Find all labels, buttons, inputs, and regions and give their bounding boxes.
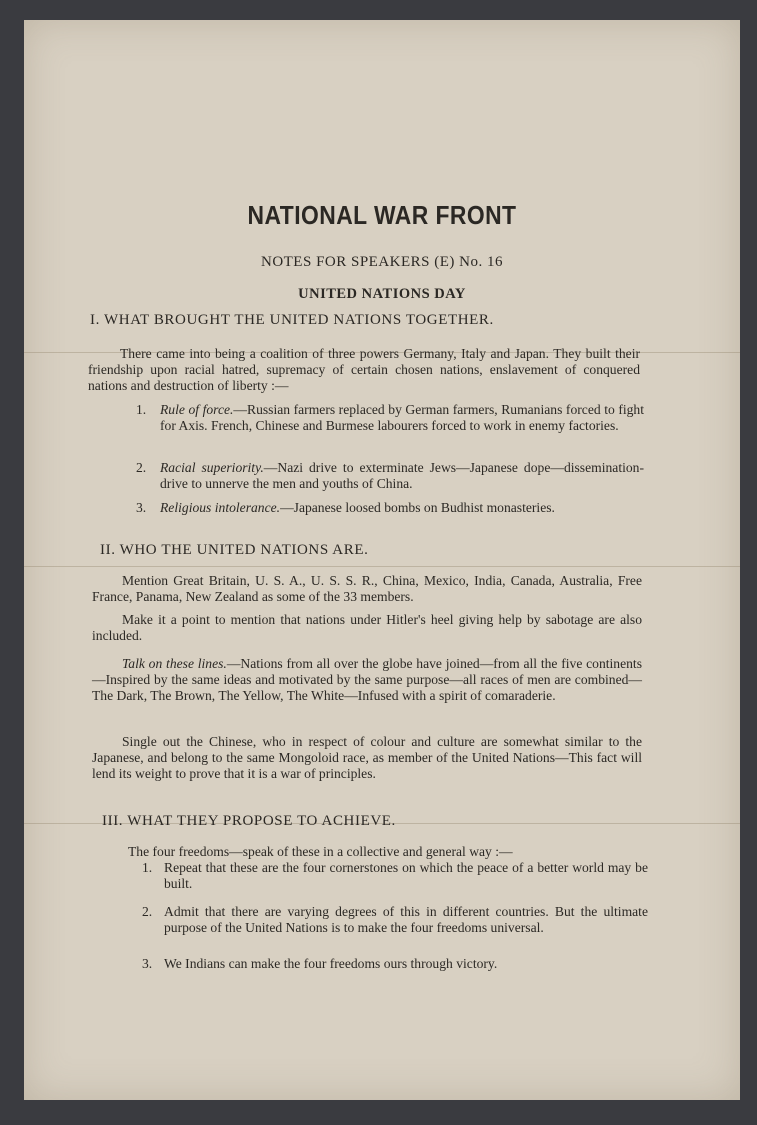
list-item-text — [160, 402, 644, 434]
list-item-number: 3. — [136, 500, 147, 515]
list-item-number: 3. — [142, 956, 153, 971]
document-title: NATIONAL WAR FRONT — [247, 200, 517, 230]
document-page — [24, 20, 740, 1100]
list-item-text — [160, 500, 644, 516]
list-item-body: —Russian farmers replaced by German farmers, Rumanians forced to fight for Axis. French, Chinese and Burmese labourers forced to work in enemy factories. — [160, 402, 645, 433]
list-item-text: Admit that there are varying degrees of this in different countries. But the ultimate purpose of the United Nations is to make the four freedoms universal. — [164, 904, 648, 935]
section-2-heading: II. WHO THE UNITED NATIONS ARE. — [100, 542, 369, 558]
list-item-lead: Racial superiority. — [160, 460, 264, 475]
document-subtitle: NOTES FOR SPEAKERS (E) No. 16 — [260, 254, 504, 270]
paragraph-body: —Nations from all over the globe have joined—from all the five continents—Inspired by the same ideas and motivated by the same purpose—all races of men are combined—The Dark, The Brown, The Yellow, The White—Infused with a spirit of comaraderie. — [92, 656, 642, 703]
list-item-number: 2. — [136, 460, 147, 475]
list-item-number: 1. — [142, 860, 153, 875]
section-2-paragraph: Make it a point to mention that nations under Hitler's heel giving help by sabotage are also included. — [92, 612, 642, 643]
section-3-intro: The four freedoms—speak of these in a collective and general way :— — [128, 844, 513, 859]
section-3-heading: III. WHAT THEY PROPOSE TO ACHIEVE. — [102, 813, 396, 829]
day-heading: UNITED NATIONS DAY — [298, 286, 466, 302]
list-item-number: 1. — [136, 402, 147, 417]
paragraph-lead: Talk on these lines. — [122, 656, 227, 671]
list-item-text: We Indians can make the four freedoms ours through victory. — [164, 956, 498, 971]
section-2-paragraph: Single out the Chinese, who in respect of colour and culture are somewhat similar to the Japanese, and belong to the same Mongoloid race, as member of the United Nations—This fact will lend its weight to prove that it is a war of principles. — [92, 734, 642, 781]
section-2-paragraph: Mention Great Britain, U. S. A., U. S. S. R., China, Mexico, India, Canada, Australia, Free France, Panama, New Zealand as some of the 33 members. — [92, 573, 642, 604]
fold-line — [24, 566, 740, 567]
section-2-paragraph — [92, 656, 642, 704]
list-item-body: —Nazi drive to exterminate Jews—Japanese dope—dissemination-drive to unnerve the men and youths of China. — [160, 460, 644, 491]
list-item-lead: Rule of force. — [160, 402, 234, 417]
section-1-heading: I. WHAT BROUGHT THE UNITED NATIONS TOGETHER. — [90, 312, 494, 328]
list-item-lead: Religious intolerance. — [160, 500, 281, 515]
list-item-number: 2. — [142, 904, 153, 919]
list-item-text: Repeat that these are the four cornerstones on which the peace of a better world may be built. — [164, 860, 648, 891]
list-item-text — [160, 460, 644, 492]
list-item-body: —Japanese loosed bombs on Budhist monasteries. — [280, 500, 555, 515]
section-1-intro: There came into being a coalition of three powers Germany, Italy and Japan. They built their friendship upon racial hatred, supremacy of certain chosen nations, enslavement of conquered nations and destruction of liberty :— — [88, 346, 640, 393]
